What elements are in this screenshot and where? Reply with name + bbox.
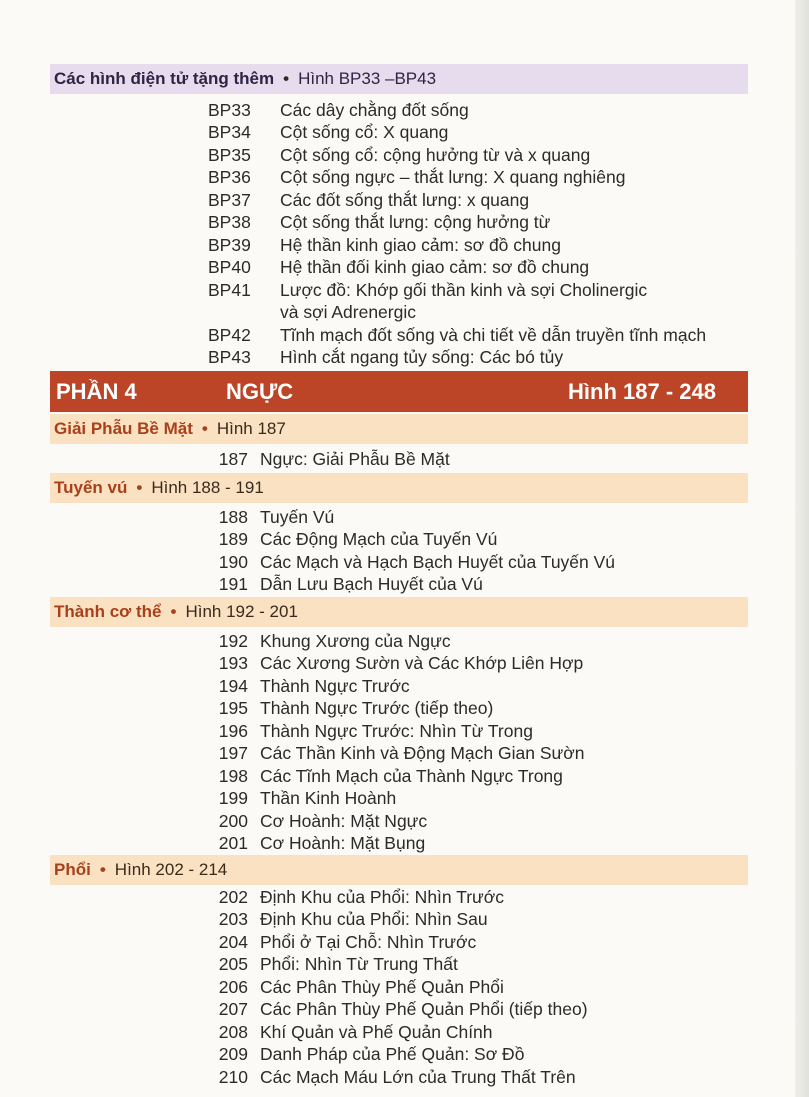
figure-title: Hệ thần đối kinh giao cảm: sơ đồ chung bbox=[280, 257, 590, 277]
part-4-header bbox=[50, 371, 748, 412]
figure-title: Cột sống cổ: X quang bbox=[280, 122, 449, 142]
figure-number: BP43 bbox=[208, 347, 251, 367]
subsection-header bbox=[50, 473, 748, 503]
figure-number: 189 bbox=[218, 529, 248, 549]
figure-number: BP36 bbox=[208, 167, 251, 187]
figure-title: Các dây chằng đốt sống bbox=[280, 100, 469, 120]
figure-number: 196 bbox=[218, 721, 248, 741]
figure-title: Các Phân Thùy Phế Quản Phổi bbox=[260, 977, 504, 997]
figure-title: Ngực: Giải Phẫu Bề Mặt bbox=[260, 449, 450, 469]
subsection-range: Hình 192 - 201 bbox=[185, 602, 298, 621]
bonus-header-range: Hình BP33 –BP43 bbox=[298, 69, 437, 88]
figure-title: Các Thần Kinh và Động Mạch Gian Sườn bbox=[260, 743, 585, 763]
subsection-range: Hình 188 - 191 bbox=[151, 478, 264, 497]
figure-title: Thành Ngực Trước (tiếp theo) bbox=[260, 698, 494, 718]
subsection-name: Thành cơ thể bbox=[54, 602, 162, 621]
bullet-dot: • bbox=[170, 602, 177, 621]
figure-title: Các Xương Sườn và Các Khớp Liên Hợp bbox=[260, 653, 584, 673]
figure-title: Các đốt sống thắt lưng: x quang bbox=[280, 190, 530, 210]
figure-number: BP37 bbox=[208, 190, 251, 210]
part-label: PHẦN 4 bbox=[56, 378, 137, 404]
subsection-name: Phổi bbox=[54, 860, 91, 879]
page-edge bbox=[795, 0, 809, 1097]
figure-number: BP42 bbox=[208, 325, 251, 345]
subsection-name: Tuyến vú bbox=[54, 478, 128, 497]
figure-number: 201 bbox=[218, 833, 248, 853]
figure-number: BP41 bbox=[208, 280, 251, 300]
figure-title: Phổi ở Tại Chỗ: Nhìn Trước bbox=[260, 932, 477, 952]
figure-number: BP38 bbox=[208, 212, 251, 232]
figure-title: Các Mạch Máu Lớn của Trung Thất Trên bbox=[260, 1067, 576, 1087]
figure-title: Các Mạch và Hạch Bạch Huyết của Tuyến Vú bbox=[260, 552, 616, 572]
figure-number: 206 bbox=[218, 977, 248, 997]
figure-number: BP34 bbox=[208, 122, 251, 142]
subsection-header bbox=[50, 597, 748, 627]
figure-number: 195 bbox=[218, 698, 248, 718]
subsection-name: Giải Phẫu Bề Mặt bbox=[54, 419, 193, 438]
figure-title: Khí Quản và Phế Quản Chính bbox=[260, 1022, 493, 1042]
subsection-range: Hình 187 bbox=[216, 419, 286, 438]
figure-title: Cơ Hoành: Mặt Ngực bbox=[260, 811, 428, 831]
figure-number: 192 bbox=[218, 631, 248, 651]
figure-number: 190 bbox=[218, 552, 248, 572]
figure-number: 199 bbox=[218, 788, 248, 808]
figure-number: 208 bbox=[218, 1022, 248, 1042]
figure-title: Hình cắt ngang tủy sống: Các bó tủy bbox=[280, 347, 564, 367]
part-title: NGỰC bbox=[226, 378, 294, 404]
figure-number: BP35 bbox=[208, 145, 251, 165]
figure-number: 187 bbox=[218, 449, 248, 469]
bonus-figures-header bbox=[50, 64, 748, 94]
figure-number: 193 bbox=[218, 653, 248, 673]
figure-number: BP40 bbox=[208, 257, 251, 277]
subsection-header bbox=[50, 414, 748, 444]
figure-title: Các Động Mạch của Tuyến Vú bbox=[260, 529, 498, 549]
bullet-dot: • bbox=[99, 860, 106, 879]
figure-title: Thần Kinh Hoành bbox=[260, 788, 397, 808]
figure-title: Thành Ngực Trước: Nhìn Từ Trong bbox=[260, 721, 533, 741]
figure-title: Khung Xương của Ngực bbox=[260, 631, 451, 651]
figure-number: 200 bbox=[218, 811, 248, 831]
figure-title: Phổi: Nhìn Từ Trung Thất bbox=[260, 954, 458, 974]
figure-title: Các Phân Thùy Phế Quản Phổi (tiếp theo) bbox=[260, 999, 588, 1019]
bullet-dot: • bbox=[283, 69, 290, 88]
figure-number: 209 bbox=[218, 1044, 248, 1064]
bullet-dot: • bbox=[136, 478, 143, 497]
figure-title: Tĩnh mạch đốt sống và chi tiết về dẫn truyền tĩnh mạch bbox=[280, 325, 707, 345]
subsection-header bbox=[50, 855, 748, 885]
figure-number: 205 bbox=[218, 954, 248, 974]
part-figure-range: Hình 187 - 248 bbox=[568, 378, 716, 404]
figure-title: Các Tĩnh Mạch của Thành Ngực Trong bbox=[260, 766, 563, 786]
figure-number: 191 bbox=[218, 574, 248, 594]
figure-number: 203 bbox=[218, 909, 248, 929]
figure-title: Cột sống cổ: cộng hưởng từ và x quang bbox=[280, 145, 591, 165]
figure-title: Cột sống thắt lưng: cộng hưởng từ bbox=[280, 212, 551, 232]
figure-title: Danh Pháp của Phế Quản: Sơ Đồ bbox=[260, 1044, 525, 1064]
figure-title: Lược đồ: Khớp gối thần kinh và sợi Cholinergic bbox=[280, 280, 648, 300]
figure-number: BP33 bbox=[208, 100, 251, 120]
figure-title-continuation: và sợi Adrenergic bbox=[280, 302, 416, 322]
bonus-header-name: Các hình điện tử tặng thêm bbox=[54, 69, 275, 88]
figure-number: 207 bbox=[218, 999, 248, 1019]
figure-number: 210 bbox=[218, 1067, 248, 1087]
bullet-dot: • bbox=[201, 419, 208, 438]
figure-title: Dẫn Lưu Bạch Huyết của Vú bbox=[260, 574, 483, 594]
figure-number: BP39 bbox=[208, 235, 251, 255]
figure-title: Hệ thần kinh giao cảm: sơ đồ chung bbox=[280, 235, 561, 255]
figure-title: Cơ Hoành: Mặt Bụng bbox=[260, 833, 426, 853]
figure-title: Định Khu của Phổi: Nhìn Sau bbox=[260, 909, 488, 929]
figure-number: 204 bbox=[218, 932, 248, 952]
figure-title: Thành Ngực Trước bbox=[260, 676, 410, 696]
figure-title: Cột sống ngực – thắt lưng: X quang nghiêng bbox=[280, 167, 626, 187]
figure-title: Tuyến Vú bbox=[260, 507, 335, 527]
figure-number: 194 bbox=[218, 676, 248, 696]
subsection-range: Hình 202 - 214 bbox=[114, 860, 228, 879]
figure-number: 197 bbox=[218, 743, 248, 763]
figure-number: 198 bbox=[218, 766, 248, 786]
figure-number: 188 bbox=[218, 507, 248, 527]
figure-title: Định Khu của Phổi: Nhìn Trước bbox=[260, 887, 505, 907]
figure-number: 202 bbox=[218, 887, 248, 907]
